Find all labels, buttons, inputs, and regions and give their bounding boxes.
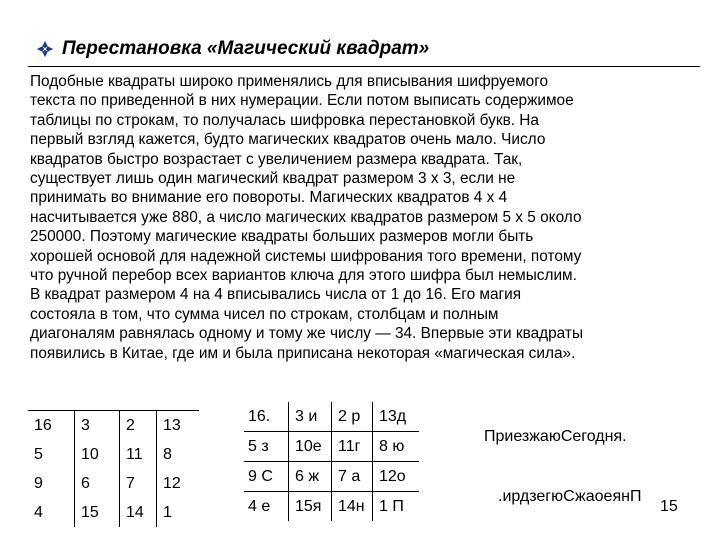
title-text: Перестановка «Магический квадрат» xyxy=(62,38,430,59)
magic-square-cell: 8 xyxy=(163,445,172,463)
body-line: насчитывается уже 880, а число магических квадратов размером 5 х 5 около xyxy=(30,208,582,226)
cipher-square-cell: 11г xyxy=(332,432,373,462)
magic-square-cell: 10 xyxy=(75,440,120,469)
body-line: состояла в том, что сумма чисел по строкам, столбцам и полным xyxy=(30,305,499,323)
cipher-square-row xyxy=(244,402,419,432)
cipher-square-cell: 6 ж xyxy=(289,462,332,492)
cipher-square-cell: 3 и xyxy=(289,402,332,432)
magic-square-cell: 11 xyxy=(120,440,157,469)
cipher-square-cell: 14н xyxy=(332,492,373,522)
magic-square-table xyxy=(28,410,199,527)
body-paragraph xyxy=(30,72,700,363)
magic-square-cell: 5 xyxy=(28,440,75,469)
cipher-square-cell: 9 С xyxy=(244,462,289,492)
slide-title xyxy=(36,38,429,60)
magic-square-row xyxy=(28,440,199,469)
body-line: В квадрат размером 4 на 4 вписывались числа от 1 до 16. Его магия xyxy=(30,286,522,304)
body-line: хорошей основой для надежной системы шифрования того времени, потому xyxy=(30,247,582,265)
cipher-square-table xyxy=(244,402,419,521)
magic-square-cell: 13 xyxy=(157,411,200,441)
cipher-square-cell: 4 е xyxy=(244,492,289,522)
page-number: 15 xyxy=(660,498,678,515)
body-line: таблицы по строкам, то получалась шифровка перестановкой букв. На xyxy=(30,111,539,129)
cipher-square-cell: 1 П xyxy=(379,497,404,515)
magic-square-cell: 9 xyxy=(28,469,75,498)
magic-square-row xyxy=(28,469,199,498)
cipher-square-cell: 10е xyxy=(289,432,332,462)
body-line: что ручной перебор всех вариантов ключа для этого шифра был немыслим. xyxy=(30,267,577,285)
body-line: первый взгляд кажется, будто магических квадратов очень мало. Число xyxy=(30,131,546,149)
magic-square-row xyxy=(28,498,199,527)
magic-square-cell: 16 xyxy=(28,411,75,441)
body-line: квадратов быстро возрастает с увеличением размера квадрата. Так, xyxy=(30,150,523,168)
magic-square-cell: 12 xyxy=(163,474,181,492)
cipher-square-cell: 15я xyxy=(289,492,332,522)
magic-square-cell: 7 xyxy=(120,469,157,498)
magic-square-cell: 3 xyxy=(75,411,120,441)
body-line: 250000. Поэтому магические квадраты больших размеров могли быть xyxy=(30,228,534,246)
magic-square-cell: 4 xyxy=(28,498,75,527)
cipher-square-row xyxy=(244,492,419,522)
cipher-square-row xyxy=(244,462,419,492)
cipher-square-cell: 2 р xyxy=(332,402,373,432)
ciphertext: .ирдзегюСжаоеянП xyxy=(498,488,642,505)
cipher-square-row xyxy=(244,432,419,462)
magic-square-row xyxy=(28,411,199,441)
cipher-square-cell: 8 ю xyxy=(373,432,420,462)
body-line: принимать во внимание его повороты. Магических квадратов 4 х 4 xyxy=(30,189,508,207)
body-line: текста по приведенной в них нумерации. Если потом выписать содержимое xyxy=(30,92,574,110)
body-line: существует лишь один магический квадрат размером 3 х 3, если не xyxy=(30,170,516,188)
cipher-square-cell: 12о xyxy=(373,462,420,492)
magic-square-cell: 1 xyxy=(163,503,172,521)
cipher-square-cell: 7 а xyxy=(332,462,373,492)
title-divider xyxy=(28,66,700,67)
body-line: появились в Китае, где им и была приписана некоторая «магическая сила». xyxy=(30,344,576,362)
magic-square-cell: 2 xyxy=(120,411,157,441)
cipher-square-cell: 13д xyxy=(373,402,420,432)
magic-square-cell: 14 xyxy=(120,498,157,527)
plaintext: ПриезжаюСегодня. xyxy=(484,428,627,445)
magic-square-cell: 6 xyxy=(75,469,120,498)
body-line: Подобные квадраты широко применялись для вписывания шифруемого xyxy=(30,73,549,90)
cipher-square-cell: 16. xyxy=(244,402,289,432)
cipher-square-cell: 5 з xyxy=(244,432,289,462)
magic-square-cell: 15 xyxy=(75,498,120,527)
diamond-bullet-icon xyxy=(36,40,54,58)
body-line: диагоналям равнялась одному и тому же числу — 34. Впервые эти квадраты xyxy=(30,325,584,343)
